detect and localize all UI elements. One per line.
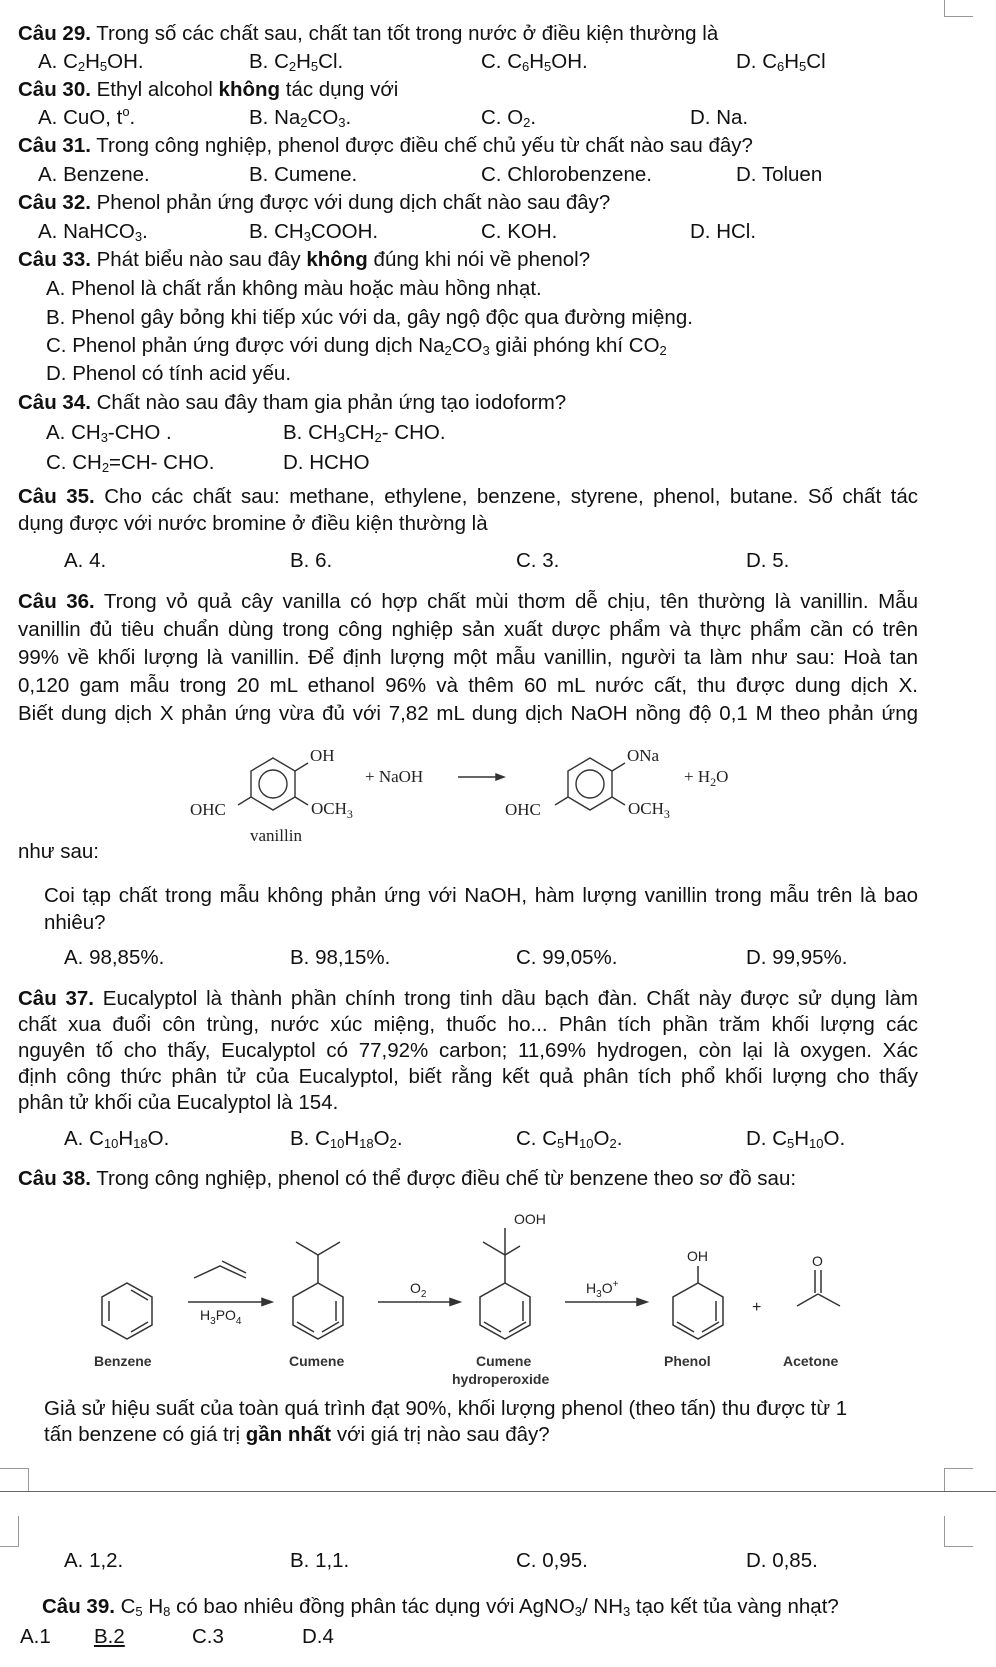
q37-stem-line2: chất xua đuổi côn trùng, nước xúc miệng, thuốc ho... Phân tích phần trăm khối lượng các: [18, 1013, 918, 1036]
cumene-hydroperoxide-label-1: Cumene: [476, 1353, 532, 1369]
phenol-label: Phenol: [664, 1353, 711, 1369]
phenol-oh-label: OH: [687, 1248, 708, 1264]
crop-mark-mid-right: [944, 1468, 973, 1491]
q36-stem-line2: vanillin đủ tiêu chuẩn dùng trong công nghiệp sản xuất dược phẩm và thực phẩm cần có trên: [18, 618, 918, 641]
benzene-structure: [102, 1283, 152, 1339]
q36-option-a: A. 98,85%.: [64, 946, 165, 969]
q35-option-a: A. 4.: [64, 549, 107, 572]
vanillin-benzene-ring: [251, 758, 295, 810]
q31-option-a: A. Benzene.: [38, 163, 150, 186]
cumene-structure: [293, 1242, 343, 1339]
q30-option-a: A. CuO, $t^o$.: [38, 104, 136, 129]
q39-option-d: D.4: [302, 1625, 334, 1648]
q35-option-b: B. 6.: [290, 549, 333, 572]
q35-stem-line1: Câu 35. Cho các chất sau: methane, ethylene, benzene, styrene, phenol, butane. Số chất tác: [18, 485, 918, 508]
q33-option-d: D. Phenol có tính acid yếu.: [46, 362, 292, 385]
q36-stem-line8: nhiêu?: [44, 911, 106, 934]
crop-mark-mid-left: [0, 1468, 29, 1491]
vanillin-oh-label: OH: [310, 746, 335, 765]
q38-stem-line1: Giả sử hiệu suất của toàn quá trình đạt 90%, khối lượng phenol (theo tấn) thu được từ 1: [44, 1397, 848, 1420]
q36-number: Câu 36.: [18, 590, 95, 613]
naoh-label: + NaOH: [365, 767, 424, 786]
q38-option-d: D. 0,85.: [746, 1549, 818, 1572]
q38-number: Câu 38.: [18, 1167, 91, 1190]
q29-option-d: D. $C_6H_5Cl$: [736, 50, 826, 74]
q29-stem: [18, 22, 718, 46]
q39-option-a: A.1: [20, 1625, 51, 1648]
cumene-hydroperoxide-label-2: hydroperoxide: [452, 1371, 550, 1387]
q33-option-a: A. Phenol là chất rắn không màu hoặc màu hồng nhạt.: [46, 277, 542, 300]
q39-option-b: B.2: [94, 1625, 125, 1648]
q34-stem: Câu 34. Chất nào sau đây tham gia phản ứng tạo iodoform?: [18, 391, 567, 414]
q32-option-b: B. $CH_3COOH$.: [249, 220, 379, 244]
q36-option-d: D. 99,95%.: [746, 946, 848, 969]
crop-mark-top-right: [944, 0, 973, 17]
q37-option-a: A. $C_{10}H_{18}O$.: [64, 1127, 170, 1151]
page-break-line: [0, 1491, 996, 1492]
q35-option-c: C. 3.: [516, 549, 560, 572]
q32-number: Câu 32.: [18, 191, 91, 214]
q32-stem: Câu 32. Phenol phản ứng được với dung dịch chất nào sau đây?: [18, 191, 611, 214]
vanillin-ohc-label: OHC: [190, 800, 226, 819]
cumene-hydroperoxide-structure: [480, 1228, 530, 1339]
q29-option-b: B. $C_2H_5Cl$.: [249, 50, 344, 74]
q37-option-b: B. $C_{10}H_{18}O_2$.: [290, 1127, 403, 1151]
acetone-label: Acetone: [783, 1353, 839, 1369]
q37-stem-line1: Câu 37. Eucalyptol là thành phần chính trong tinh dầu bạch đàn. Chất này được sử dụng làm: [18, 987, 918, 1010]
q33-option-b: B. Phenol gây bỏng khi tiếp xúc với da, gây ngộ độc qua đường miệng.: [46, 306, 693, 329]
q37-number: Câu 37.: [18, 987, 94, 1010]
q36-stem-line6: như sau:: [18, 840, 99, 863]
q29-text: Trong số các chất sau, chất tan tốt trong nước ở điều kiện thường là: [90, 22, 719, 45]
q30-option-b: B. $Na_2CO_3$.: [249, 106, 352, 130]
q31-option-d: D. Toluen: [736, 163, 823, 186]
q30-option-c: C. $O_2$.: [481, 106, 537, 130]
q33-number: Câu 33.: [18, 248, 91, 271]
phenol-structure: [673, 1266, 723, 1339]
reagent-o2-label: $O_2$: [410, 1280, 427, 1300]
cumene-process-diagram: [80, 1200, 880, 1390]
vanillin-och3-label: $OCH_3$: [311, 799, 353, 821]
q35-stem-line2: dụng được với nước bromine ở điều kiện thường là: [18, 512, 488, 535]
plus-sign: +: [752, 1299, 762, 1316]
cumene-label: Cumene: [289, 1353, 345, 1369]
q37-option-c: C. $C_5H_{10}O_2$.: [516, 1127, 623, 1151]
product-ohc-label: OHC: [505, 800, 541, 819]
q32-option-a: A. NaHCO$_3$.: [38, 220, 148, 244]
q34-option-b: B. $CH_3CH_2-$ CHO.: [283, 421, 446, 445]
q36-option-b: B. 98,15%.: [290, 946, 391, 969]
q36-stem-line5: Biết dung dịch X phản ứng vừa đủ với 7,82 mL dung dịch NaOH nồng độ 0,1 M theo phản ứng: [18, 702, 918, 725]
q30-stem: Câu 30. Ethyl alcohol không tác dụng với: [18, 78, 399, 101]
q35-number: Câu 35.: [18, 485, 95, 508]
q31-number: Câu 31.: [18, 134, 91, 157]
acetone-structure: [797, 1270, 840, 1306]
product-och3-label: $OCH_3$: [628, 799, 670, 821]
q30-number: Câu 30.: [18, 78, 91, 101]
q38-option-b: B. 1,1.: [290, 1549, 350, 1572]
q39-option-c: C.3: [192, 1625, 224, 1648]
product-ona-label: ONa: [627, 746, 660, 765]
q39-number: Câu 39.: [42, 1595, 115, 1618]
q37-option-d: D. $C_5H_{10}O$.: [746, 1127, 846, 1151]
crop-mark-lower-left: [0, 1516, 19, 1547]
product-benzene-ring: [568, 758, 612, 810]
benzene-label: Benzene: [94, 1353, 152, 1369]
q37-stem-line5: phân tử khối của Eucalyptol là 154.: [18, 1091, 339, 1114]
q33-option-c: C. Phenol phản ứng được với dung dịch $Na_2CO_3$ giải phóng khí $CO_2$: [46, 334, 667, 358]
q36-stem-line7: Coi tạp chất trong mẫu không phản ứng với NaOH, hàm lượng vanillin trong mẫu trên là bao: [44, 884, 918, 907]
q29-option-a: A. $C_2H_5OH$.: [38, 50, 144, 74]
q39-stem: Câu 39. $C_5$ $H_8$ có bao nhiêu đồng phân tác dụng với AgNO$_3$/ $NH_3$ tạo kết tủa vàng nhạt?: [42, 1595, 839, 1619]
q29-number: Câu 29.: [18, 22, 91, 45]
reagent-h3o-label: $H_3O^+$: [586, 1279, 619, 1300]
q38-stem: Câu 38. Trong công nghiệp, phenol có thể được điều chế từ benzene theo sơ đồ sau:: [18, 1167, 797, 1190]
q29-option-c: C. $C_6H_5OH$.: [481, 50, 588, 74]
q32-option-c: C. KOH.: [481, 220, 558, 243]
q38-stem-line2: tấn benzene có giá trị gần nhất với giá trị nào sau đây?: [44, 1423, 550, 1446]
q31-stem: Câu 31. Trong công nghiệp, phenol được điều chế chủ yếu từ chất nào sau đây?: [18, 134, 753, 157]
catalyst-h3po4-label: $H_3PO_4$: [200, 1307, 242, 1327]
q34-option-a: A. $CH_3$-CHO .: [46, 421, 172, 445]
q36-stem-line1: Câu 36. Trong vỏ quả cây vanilla có hợp chất mùi thơm dễ chịu, tên thường là vanillin. Mẫu: [18, 590, 919, 613]
q36-option-c: C. 99,05%.: [516, 946, 618, 969]
vanillin-reaction-diagram: [180, 740, 780, 850]
acetone-o-label: O: [812, 1253, 823, 1269]
q31-option-b: B. Cumene.: [249, 163, 358, 186]
q31-option-c: C. Chlorobenzene.: [481, 163, 652, 186]
q38-option-c: C. 0,95.: [516, 1549, 588, 1572]
water-label: + $H_2O$: [684, 767, 729, 789]
q38-option-a: A. 1,2.: [64, 1549, 124, 1572]
q37-stem-line3: nguyên tố cho thấy, Eucalyptol có 77,92% carbon; 11,69% hydrogen, còn lại là oxygen. Xác: [18, 1039, 918, 1062]
crop-mark-lower-right: [944, 1516, 973, 1547]
q33-stem: Câu 33. Phát biểu nào sau đây không đúng khi nói về phenol?: [18, 248, 591, 271]
q34-number: Câu 34.: [18, 391, 91, 414]
q34-option-c: C. $CH_2=CH-$ CHO.: [46, 451, 215, 475]
q36-stem-line4: 0,120 gam mẫu trong 20 mL ethanol 96% và thêm 60 mL nước cất, thu được dung dịch X.: [18, 674, 918, 697]
q32-option-d: D. HCl.: [690, 220, 757, 243]
q30-option-d: D. Na.: [690, 106, 749, 129]
q36-stem-line3: 99% về khối lượng là vanillin. Để định lượng một mẫu vanillin, người ta làm như sau: Hoà tan: [18, 646, 918, 669]
ooh-group-label: OOH: [514, 1211, 546, 1227]
q37-stem-line4: định công thức phân tử của Eucalyptol, biết rằng kết quả phân tích phổ khối lượng cho thấy: [18, 1065, 918, 1088]
vanillin-name-label: vanillin: [250, 826, 302, 845]
q35-option-d: D. 5.: [746, 549, 790, 572]
propene-structure: [194, 1266, 246, 1278]
q34-option-d: D. HCHO: [283, 451, 370, 474]
